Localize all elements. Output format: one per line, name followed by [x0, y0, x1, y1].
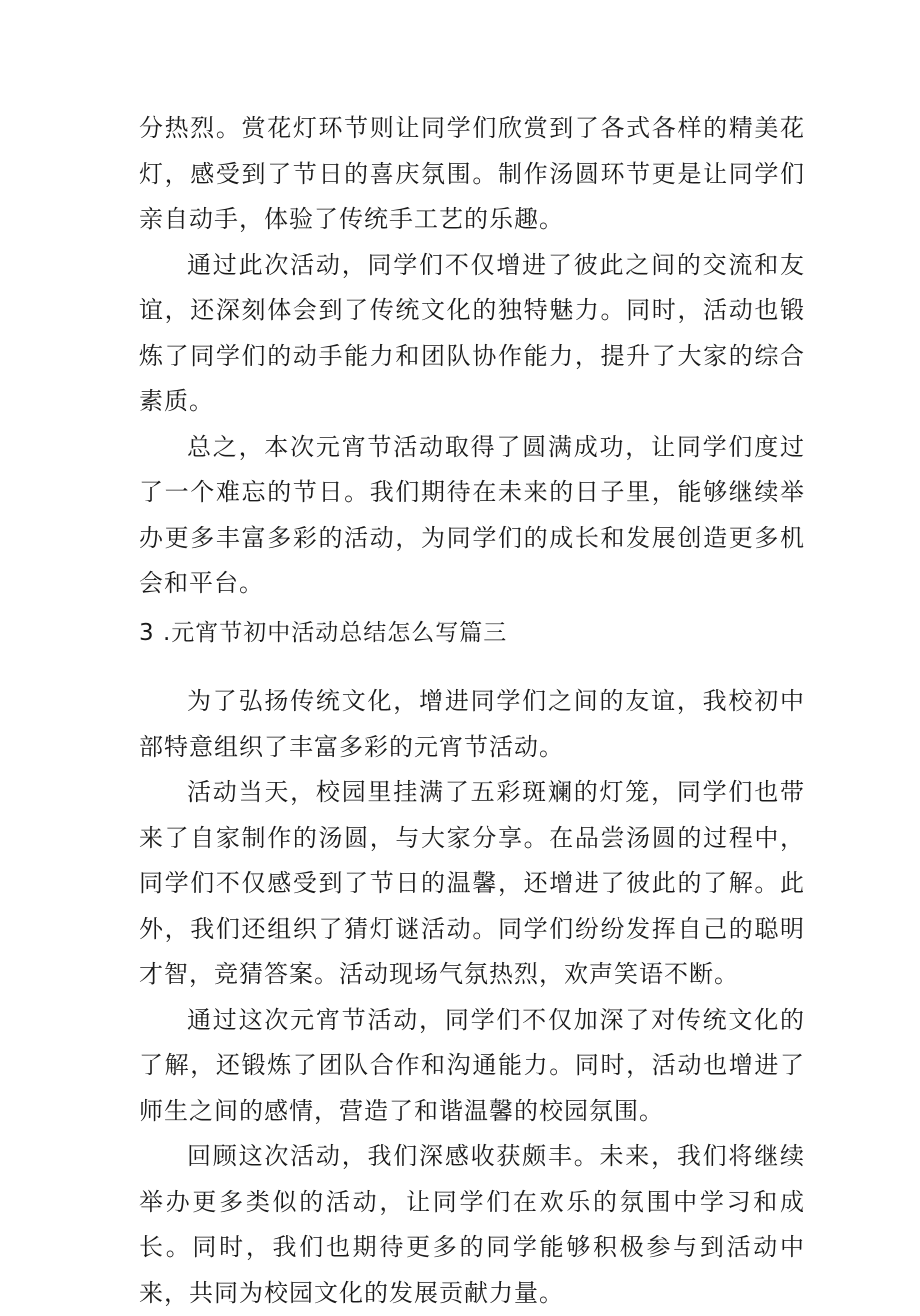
paragraph-outlook: 回顾这次活动，我们深感收获颇丰。未来，我们将继续举办更多类似的活动，让同学们在欢乐的氛围中学习和成长。同时，我们也期待更多的同学能够积极参与到活动中来，共同为校园文化的发展贡献力量。 [139, 1142, 805, 1307]
paragraph-continuation: 分热烈。赏花灯环节则让同学们欣赏到了各式各样的精美花灯，感受到了节日的喜庆氛围。制作汤圆环节更是让同学们亲自动手，体验了传统手工艺的乐趣。 [139, 114, 805, 233]
paragraph-activity: 活动当天，校园里挂满了五彩斑斓的灯笼，同学们也带来了自家制作的汤圆，与大家分享。在品尝汤圆的过程中，同学们不仅感受到了节日的温馨，还增进了彼此的了解。此外，我们还组织了猜灯谜活动。同学们纷纷发挥自己的聪明才智，竞猜答案。活动现场气氛热烈，欢声笑语不断。 [139, 778, 805, 988]
paragraph-gains: 通过这次元宵节活动，同学们不仅加深了对传统文化的了解，还锻炼了团队合作和沟通能力。同时，活动也增进了师生之间的感情，营造了和谐温馨的校园氛围。 [139, 1005, 805, 1125]
paragraph-benefits: 通过此次活动，同学们不仅增进了彼此之间的交流和友谊，还深刻体会到了传统文化的独特魅力。同时，活动也锻炼了同学们的动手能力和团队协作能力，提升了大家的综合素质。 [139, 250, 805, 415]
section-heading: 3 .元宵节初中活动总结怎么写篇三 [139, 619, 508, 646]
paragraph-intro: 为了弘扬传统文化，增进同学们之间的友谊，我校初中部特意组织了丰富多彩的元宵节活动。 [139, 687, 805, 761]
paragraph-conclusion: 总之，本次元宵节活动取得了圆满成功，让同学们度过了一个难忘的节日。我们期待在未来的日子里，能够继续举办更多丰富多彩的活动，为同学们的成长和发展创造更多机会和平台。 [139, 432, 805, 597]
document-body [139, 106, 805, 1316]
